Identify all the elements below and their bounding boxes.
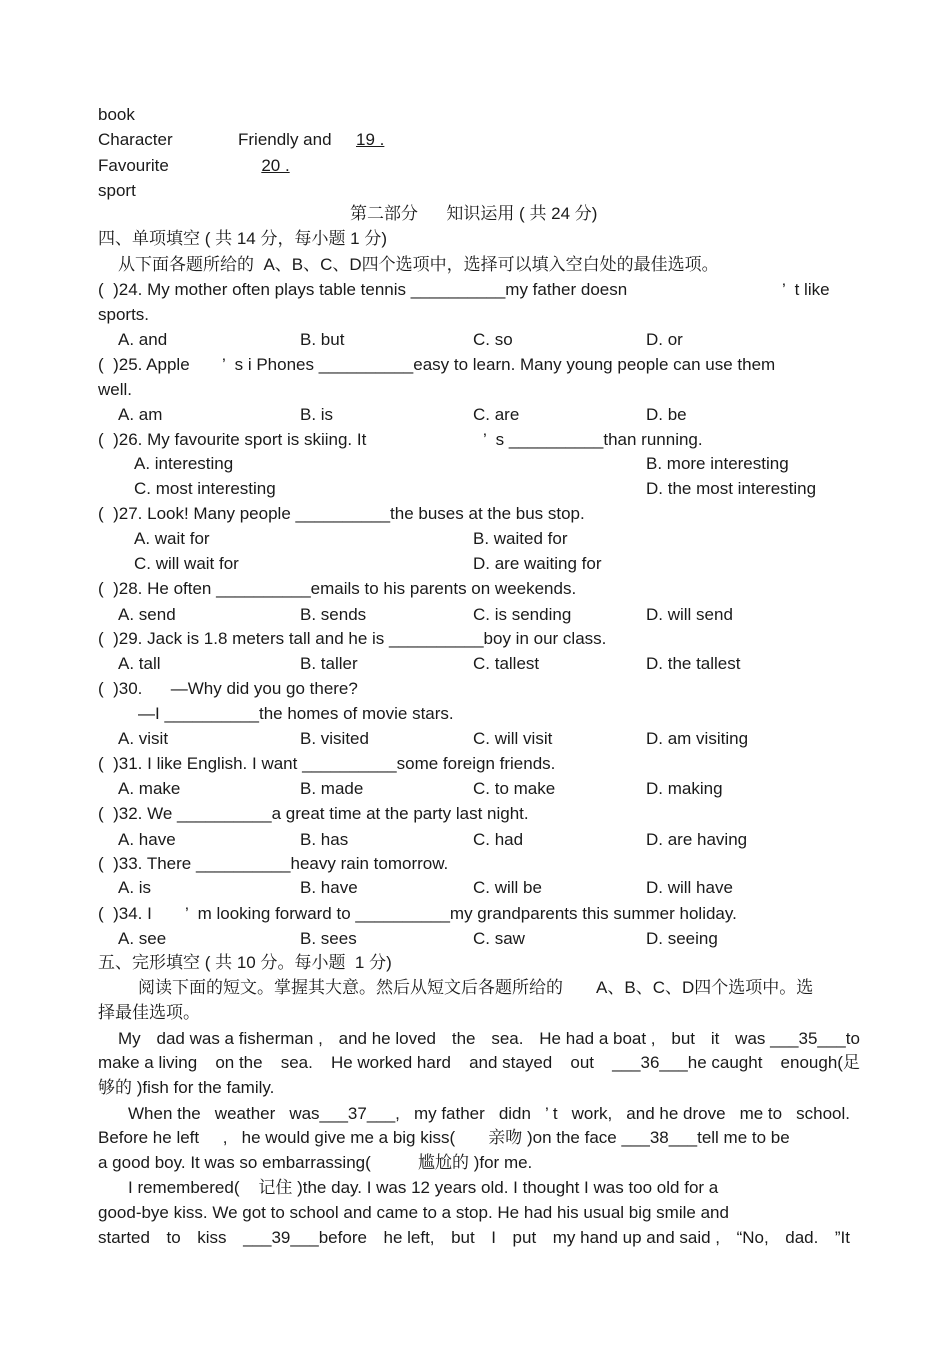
q29-option-a: A. tall [118, 654, 161, 673]
q26-stem-b: ’ s __________than running. [483, 430, 703, 449]
section5-heading: 五、完形填空 ( 共 10 分。每小题 1 分) [98, 953, 392, 972]
q31-option-b: B. made [300, 779, 364, 798]
passage-p2-line3: a good boy. It was so embarrassing( 尴尬的 )for me. [98, 1153, 533, 1172]
passage-word: He worked hard [330, 1053, 451, 1072]
q26-option-b: B. more interesting [646, 454, 789, 473]
q30-option-a: A. visit [118, 729, 169, 748]
q28-option-c: C. is sending [473, 605, 572, 624]
q26-option-c: C. most interesting [134, 479, 276, 498]
q24-option-a: A. and [118, 330, 168, 349]
passage-word-blank-37: was___37___, [289, 1104, 400, 1123]
table-label-character: Character [98, 130, 173, 149]
passage-word: enough(足 [780, 1053, 860, 1072]
q30-option-b: B. visited [300, 729, 369, 748]
q25-option-a: A. am [118, 405, 163, 424]
q27-option-d: D. are waiting for [473, 554, 602, 573]
q26-stem: ( )26. My favourite sport is skiing. It [98, 430, 367, 449]
q34-stem: ( )34. I [98, 904, 152, 923]
passage-p3-line2: good-bye kiss. We got to school and came to a stop. He had his usual big smile and [98, 1203, 729, 1222]
q34-option-b: B. sees [300, 929, 357, 948]
passage-word: He had a boat , [539, 1029, 656, 1048]
passage-word: put [512, 1228, 537, 1247]
section4-instruction: 从下面各题所给的 A、B、C、D四个选项中，选择可以填入空白处的最佳选项。 [118, 255, 719, 274]
passage-p1-line3: 够的 )fish for the family. [98, 1078, 275, 1097]
q31-option-c: C. to make [473, 779, 556, 798]
passage-word: ”It [834, 1228, 850, 1247]
passage-p3-line3 [98, 1227, 850, 1249]
q34-option-d: D. seeing [646, 929, 718, 948]
q26-option-d: D. the most interesting [646, 479, 817, 498]
passage-word: weather [214, 1104, 276, 1123]
q29-stem: ( )29. Jack is 1.8 meters tall and he is __________boy in our class. [98, 629, 607, 648]
passage-word: and he loved [338, 1029, 437, 1048]
q34-option-a: A. see [118, 929, 167, 948]
passage-word: started [98, 1228, 150, 1247]
passage-p2-line2: Before he left , he would give me a big kiss( 亲吻 )on the face ___38___tell me to be [98, 1128, 790, 1147]
q25-stem: ( )25. Apple [98, 355, 190, 374]
q30-option-c: C. will visit [473, 729, 553, 748]
passage-word: my father [413, 1104, 485, 1123]
passage-word: sea. [491, 1029, 524, 1048]
q25-option-d: D. be [646, 405, 687, 424]
passage-word: to [166, 1228, 181, 1247]
q28-stem: ( )28. He often __________emails to his parents on weekends. [98, 579, 577, 598]
passage-word: “No, [736, 1228, 769, 1247]
q24-option-c: C. so [473, 330, 513, 349]
q27-option-a: A. wait for [134, 529, 210, 548]
passage-word: make a living [98, 1053, 198, 1072]
q28-option-b: B. sends [300, 605, 367, 624]
q26-option-a: A. interesting [134, 454, 234, 473]
q30-stem-reply: —I __________the homes of movie stars. [138, 704, 454, 723]
q25-stem-b: ’ s i Phones __________easy to learn. Many young people can use them [222, 355, 776, 374]
passage-word: ’ t [545, 1104, 558, 1123]
q32-option-b: B. has [300, 830, 349, 849]
q29-option-b: B. taller [300, 654, 358, 673]
passage-word-blank-36: ___36___he caught [612, 1053, 763, 1072]
table-blank-20: 20 . [261, 156, 290, 175]
q25-stem-cont: well. [98, 380, 133, 399]
passage-word: sea. [280, 1053, 313, 1072]
table-value-character: Friendly and [238, 130, 332, 149]
passage-word: dad was a fisherman , [156, 1029, 323, 1048]
passage-word-blank-39: ___39___before [243, 1228, 367, 1247]
q31-option-a: A. make [118, 779, 181, 798]
passage-word: kiss [197, 1228, 227, 1247]
passage-word: and stayed [469, 1053, 553, 1072]
q32-stem: ( )32. We __________a great time at the party last night. [98, 804, 529, 823]
section4-heading: 四、单项填空 ( 共 14 分，每小题 1 分) [98, 229, 388, 248]
q27-stem: ( )27. Look! Many people __________the buses at the bus stop. [98, 504, 585, 523]
q31-option-d: D. making [646, 779, 723, 798]
passage-word: and he drove [626, 1104, 726, 1123]
part2-title: 第二部分 知识运用 ( 共 24 分) [350, 204, 598, 223]
passage-word: it [710, 1029, 720, 1048]
q30-option-d: D. am visiting [646, 729, 749, 748]
q30-stem: ( )30. —Why did you go there? [98, 679, 358, 698]
q29-option-c: C. tallest [473, 654, 540, 673]
passage-word: work, [571, 1104, 613, 1123]
passage-word: me to [739, 1104, 783, 1123]
q34-option-c: C. saw [473, 929, 525, 948]
q25-option-c: C. are [473, 405, 520, 424]
q28-option-d: D. will send [646, 605, 733, 624]
passage-word: out [570, 1053, 595, 1072]
passage-p2-line1 [128, 1103, 850, 1125]
q25-option-b: B. is [300, 405, 334, 424]
table-label-favourite: Favourite [98, 156, 169, 175]
passage-word-blank-35: was ___35___to [735, 1029, 860, 1048]
section5-instruction: 阅读下面的短文。掌握其大意。然后从短文后各题所给的 A、B、C、D四个选项中。选 [138, 978, 814, 997]
section5-instruction-cont: 择最佳选项。 [98, 1003, 200, 1022]
table-blank-19: 19 . [356, 130, 385, 149]
q29-option-d: D. the tallest [646, 654, 741, 673]
passage-word: my hand up and said , [552, 1228, 721, 1247]
q33-option-d: D. will have [646, 878, 733, 897]
q33-stem: ( )33. There __________heavy rain tomorrow. [98, 854, 449, 873]
q33-option-b: B. have [300, 878, 358, 897]
q27-option-b: B. waited for [473, 529, 568, 548]
q24-stem-cont: sports. [98, 305, 150, 324]
q32-option-c: C. had [473, 830, 524, 849]
passage-word: dad. [785, 1228, 819, 1247]
q33-option-a: A. is [118, 878, 152, 897]
table-label-book: book [98, 105, 135, 124]
passage-p1-line1 [118, 1028, 860, 1050]
passage-word: but [671, 1029, 696, 1048]
q24-option-d: D. or [646, 330, 683, 349]
q24-option-b: B. but [300, 330, 345, 349]
passage-word: I [491, 1228, 496, 1247]
q24-stem: ( )24. My mother often plays table tennis __________my father doesn [98, 280, 628, 299]
table-label-sport: sport [98, 181, 136, 200]
passage-word: My [118, 1029, 141, 1048]
passage-word: the [451, 1029, 476, 1048]
q24-stem-tail: ’ t like [782, 280, 830, 299]
q28-option-a: A. send [118, 605, 176, 624]
passage-p1-line2 [98, 1052, 860, 1074]
q27-option-c: C. will wait for [134, 554, 239, 573]
passage-word: didn [498, 1104, 531, 1123]
passage-word: on the [215, 1053, 263, 1072]
passage-word: but [451, 1228, 475, 1247]
q32-option-d: D. are having [646, 830, 748, 849]
q31-stem: ( )31. I like English. I want __________some foreign friends. [98, 754, 556, 773]
passage-p3-line1: I remembered( 记住 )the day. I was 12 years old. I thought I was too old for a [128, 1178, 719, 1197]
q32-option-a: A. have [118, 830, 176, 849]
passage-word: When the [128, 1104, 201, 1123]
q33-option-c: C. will be [473, 878, 542, 897]
q34-stem-b: ’ m looking forward to __________my grandparents this summer holiday. [185, 904, 737, 923]
passage-word: he left, [383, 1228, 435, 1247]
passage-word: school. [796, 1104, 850, 1123]
